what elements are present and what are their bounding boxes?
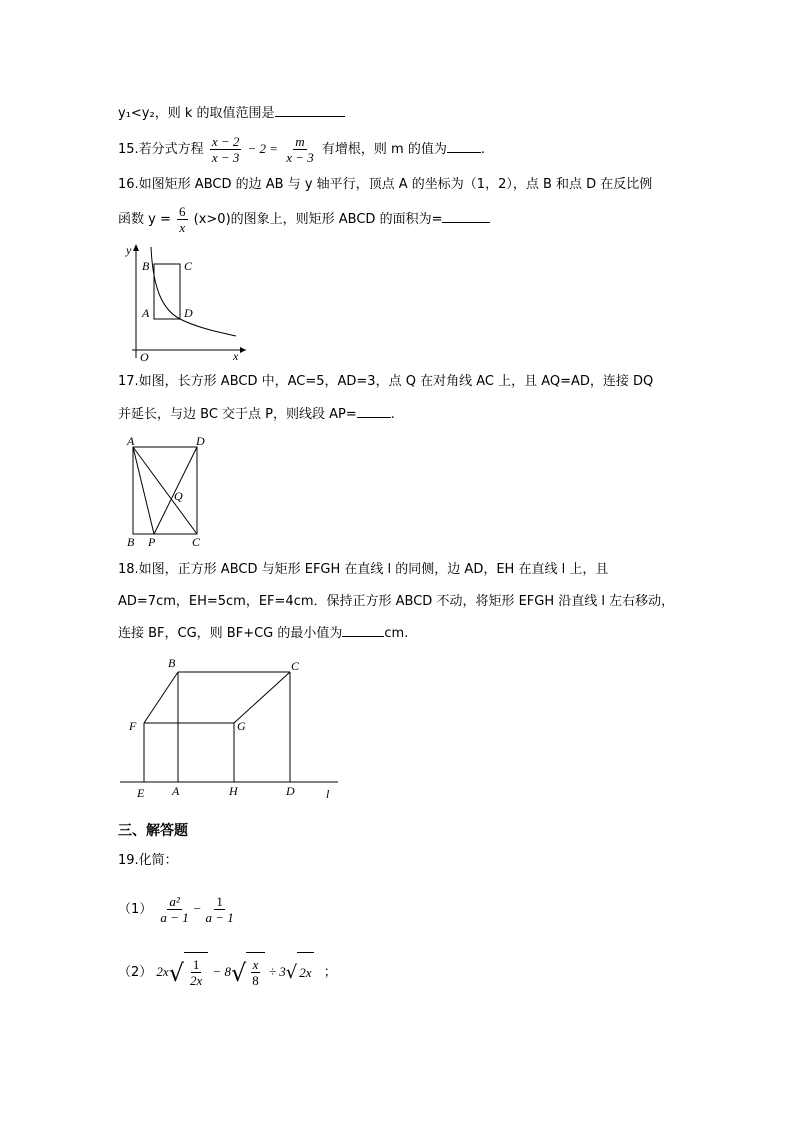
radicand-fraction xyxy=(188,957,204,988)
q18-figure xyxy=(118,655,348,805)
denominator: a − 1 xyxy=(160,910,189,925)
label-b: B xyxy=(127,535,135,549)
q17-text: 并延长，与边 BC 交于点 P，则线段 AP= xyxy=(118,407,357,422)
q16-line2 xyxy=(118,201,490,239)
division-term: ÷ 3 xyxy=(268,964,286,979)
denominator: 2x xyxy=(190,973,203,988)
segment-cg xyxy=(234,672,290,723)
answer-blank[interactable] xyxy=(342,624,384,637)
numerator: x xyxy=(252,957,259,972)
label-a: A xyxy=(172,784,180,798)
numerator: a² xyxy=(169,894,180,909)
q19-part1 xyxy=(118,890,238,929)
part-label: （2） xyxy=(118,965,153,980)
denominator: a − 1 xyxy=(205,910,234,925)
radicand xyxy=(184,952,208,993)
q15-fraction-1 xyxy=(210,134,242,165)
radical-sign: √ xyxy=(230,958,247,987)
denominator: x − 3 xyxy=(286,150,314,165)
q17-end: . xyxy=(390,407,395,422)
q15-mid: − 2 = xyxy=(247,141,279,156)
end-punct: ； xyxy=(323,965,337,980)
q15 xyxy=(118,132,485,167)
numerator: 6 xyxy=(179,204,186,219)
minus-term: − 8 xyxy=(212,964,231,979)
label-d: D xyxy=(196,434,205,448)
q14-text: y₁<y₂，则 k 的取值范围是 xyxy=(118,106,275,121)
q18-line1: 18.如图，正方形 ABCD 与矩形 EFGH 在直线 l 的同侧，边 AD，EH 在直线 l 上，且 xyxy=(118,562,609,577)
label-p: P xyxy=(148,535,156,549)
segment-bf xyxy=(144,672,178,723)
part-label: （1） xyxy=(118,902,153,917)
numerator: 1 xyxy=(192,957,200,972)
label-o: O xyxy=(140,350,149,364)
q19-title: 19.化简： xyxy=(118,853,178,868)
sqrt-3 xyxy=(286,952,314,993)
answer-blank[interactable] xyxy=(357,405,391,418)
label-c: C xyxy=(184,259,193,273)
label-g: G xyxy=(237,719,246,733)
label-b: B xyxy=(142,259,150,273)
label-h: H xyxy=(229,784,238,798)
label-c: C xyxy=(192,535,201,549)
answer-blank[interactable] xyxy=(442,210,490,223)
q19-part2 xyxy=(118,952,337,993)
p1-fraction-1 xyxy=(158,894,190,925)
numerator: x − 2 xyxy=(211,134,240,149)
section-title: 三、解答题 xyxy=(118,823,188,839)
label-d: D xyxy=(184,306,193,320)
q17-line1: 17.如图，长方形 ABCD 中，AC=5，AD=3，点 Q 在对角线 AC 上，且 AQ=AD，连接 DQ xyxy=(118,374,654,389)
label-l: l xyxy=(326,787,330,801)
q17-line2 xyxy=(118,405,395,424)
label-a: A xyxy=(142,306,150,320)
q16-fraction xyxy=(177,204,188,235)
label-a: A xyxy=(127,434,135,448)
denominator: x − 3 xyxy=(211,150,240,165)
label-d: D xyxy=(286,784,295,798)
denominator: x xyxy=(179,220,186,235)
q15-suffix: 有增根，则 m 的值为 xyxy=(321,142,447,157)
q16-line1: 16.如图矩形 ABCD 的边 AB 与 y 轴平行，顶点 A 的坐标为（1，2），点 B 和点 D 在反比例 xyxy=(118,177,653,192)
x-axis-arrow xyxy=(240,347,246,353)
segment-ap xyxy=(133,447,154,534)
radicand: 2x xyxy=(297,952,313,993)
q14-tail xyxy=(118,104,345,123)
q18-text: 连接 BF，CG，则 BF+CG 的最小值为 xyxy=(118,626,343,641)
answer-blank[interactable] xyxy=(447,140,481,153)
q16-func-suffix: (x>0)的图象上，则矩形 ABCD 的面积为= xyxy=(193,212,443,227)
denominator: 8 xyxy=(252,973,259,988)
numerator: 1 xyxy=(216,894,223,909)
radicand xyxy=(246,952,265,993)
y-axis-arrow xyxy=(133,244,139,251)
label-x: x xyxy=(233,349,239,363)
q15-prefix: 15.若分式方程 xyxy=(118,142,204,157)
label-c: C xyxy=(291,659,300,673)
hyperbola-curve xyxy=(151,247,236,336)
label-y: y xyxy=(126,243,132,257)
q17-figure xyxy=(118,432,218,552)
answer-blank[interactable] xyxy=(275,104,345,117)
diagonal-ac xyxy=(133,447,197,534)
q18-line3 xyxy=(118,624,408,643)
p1-fraction-2 xyxy=(203,894,235,925)
radical-sign: √ xyxy=(285,961,298,983)
label-b: B xyxy=(168,656,176,670)
q18-line2: AD=7cm，EH=5cm，EF=4cm．保持正方形 ABCD 不动，将矩形 EFGH 沿直线 l 左右移动， xyxy=(118,594,675,609)
q15-fraction-2 xyxy=(284,134,316,165)
label-e: E xyxy=(137,786,145,800)
radical-sign: √ xyxy=(168,958,184,987)
radicand-fraction xyxy=(250,957,261,988)
minus-sign: − xyxy=(192,901,202,916)
label-q: Q xyxy=(174,489,183,503)
numerator: m xyxy=(295,134,305,149)
q15-end: . xyxy=(480,142,485,157)
label-f: F xyxy=(129,719,137,733)
sqrt-2 xyxy=(231,952,265,993)
q18-unit: cm. xyxy=(384,626,409,641)
coefficient: 2x xyxy=(156,964,169,979)
q16-figure xyxy=(118,240,248,365)
sqrt-1 xyxy=(169,952,209,993)
q16-func-prefix: 函数 y = xyxy=(118,212,171,227)
